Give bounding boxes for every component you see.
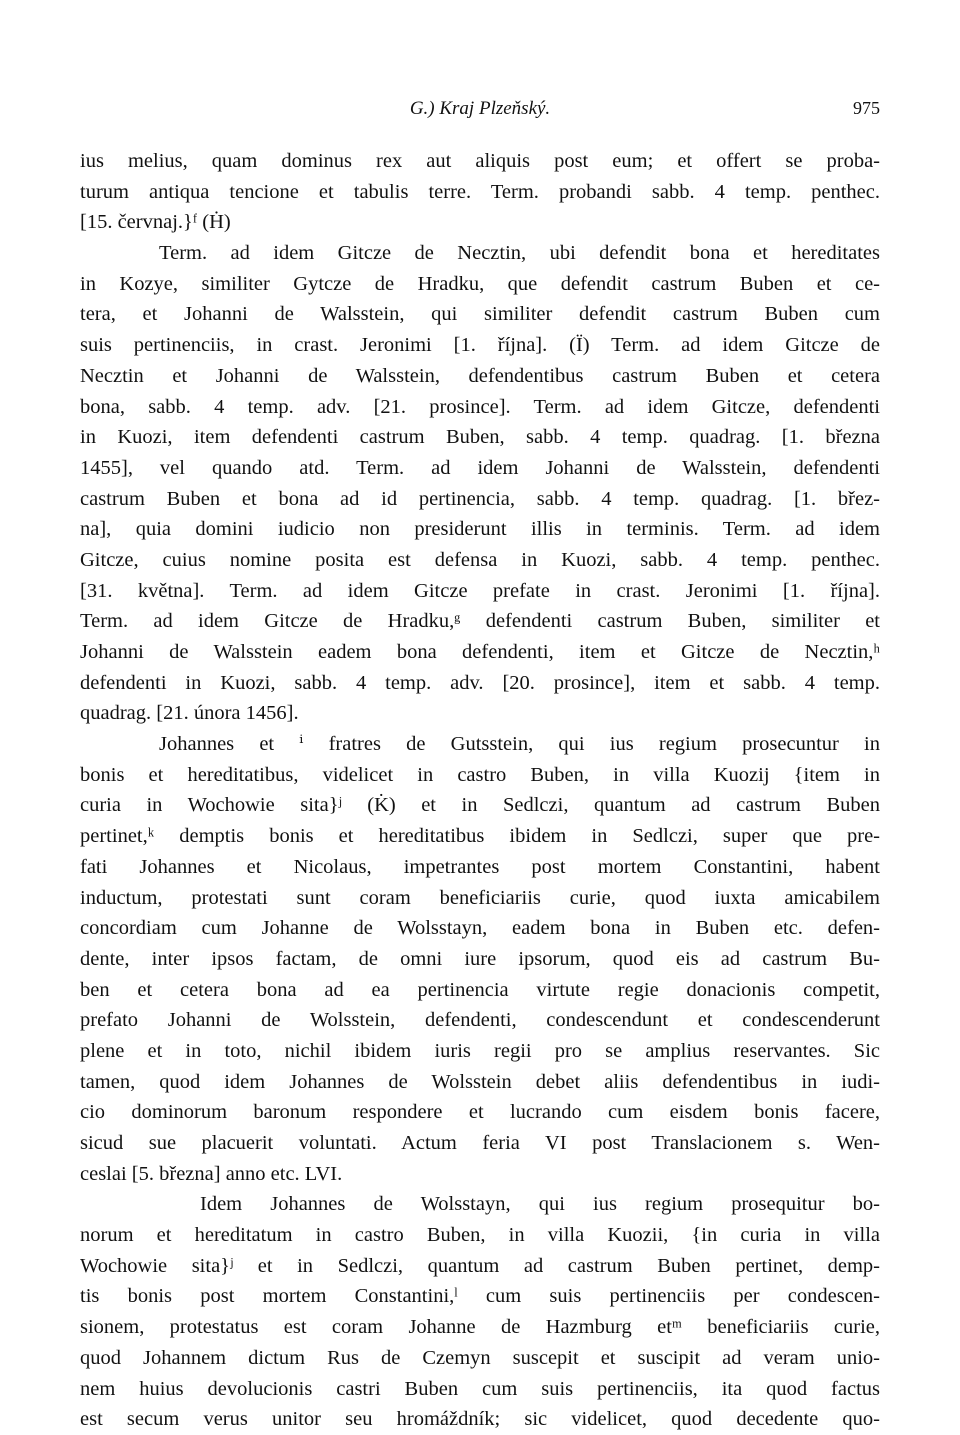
text-line: turum antiqua tencione et tabulis terre. Term. probandi sabb. 4 temp. penthec.	[80, 180, 880, 203]
text-line: Johannes et ⁱ fratres de Gutsstein, qui ius regium prosecuntur in	[159, 733, 880, 756]
text-line: bonis et hereditatibus, videlicet in castro Buben, in villa Kuozij {item in	[80, 763, 880, 786]
text-line: Johanni de Walsstein eadem bona defendenti, item et Gitcze de Necztin,ʰ	[80, 641, 880, 663]
text-line: cio dominorum baronum respondere et lucrando cum eisdem bonis facere,	[80, 1101, 880, 1124]
text-line: tis bonis post mortem Constantini,ˡ cum suis pertinenciis per condescen-	[80, 1285, 880, 1308]
text-line: bona, sabb. 4 temp. adv. [21. prosince]. Term. ad idem Gitcze, defendenti	[80, 395, 880, 418]
text-line: 1455], vel quando atd. Term. ad idem Johanni de Walsstein, defendenti	[80, 456, 880, 479]
body-text	[80, 146, 880, 1435]
text-line: Gitcze, cuius nomine posita est defensa in Kuozi, sabb. 4 temp. penthec.	[80, 548, 880, 571]
text-line: curia in Wochowie sita}ʲ (K̇) et in Sedlczi, quantum ad castrum Buben	[80, 794, 880, 817]
text-line: fati Johannes et Nicolaus, impetrantes post mortem Constantini, habent	[80, 855, 880, 878]
text-line: est secum verus unitor seu hromáždník; sic videlicet, quod decedente quo-	[80, 1408, 880, 1431]
text-line: plene et in toto, nichil ibidem iuris regii pro se amplius reservantes. Sic	[80, 1039, 880, 1062]
text-line: ceslai [5. března] anno etc. LVI.	[80, 1162, 343, 1185]
text-line: na], quia domini iudicio non presiderunt illis in terminis. Term. ad idem	[80, 518, 880, 541]
text-line: norum et hereditatum in castro Buben, in villa Kuozii, {in curia in villa	[80, 1224, 880, 1247]
text-line: suis pertinenciis, in crast. Jeronimi [1. října]. (Ï) Term. ad idem Gitcze de	[80, 334, 880, 357]
text-line: Wochowie sita}ʲ et in Sedlczi, quantum ad castrum Buben pertinet, demp-	[80, 1254, 880, 1277]
text-line: [31. května]. Term. ad idem Gitcze prefate in crast. Jeronimi [1. října].	[80, 579, 880, 602]
text-line: prefato Johanni de Wolsstein, defendenti, condescendunt et condescenderunt	[80, 1009, 880, 1032]
text-line: dente, inter ipsos factam, de omni iure ipsorum, quod eis ad castrum Bu-	[80, 947, 880, 970]
text-line: [15. červnaj.}ᶠ (Ḣ)	[80, 211, 231, 234]
text-line: inductum, protestati sunt coram beneficiariis curie, quod iuxta amicabilem	[80, 886, 880, 909]
text-line: Necztin et Johanni de Walsstein, defendentibus castrum Buben et cetera	[80, 364, 880, 387]
page-number: 975	[853, 98, 880, 118]
text-line: sicud sue placuerit voluntati. Actum feria VI post Translacionem s. Wen-	[80, 1132, 880, 1154]
text-line: Term. ad idem Gitcze de Necztin, ubi defendit bona et hereditates	[159, 242, 880, 265]
header-title: G.) Kraj Plzeňský.	[409, 98, 551, 119]
text-line: castrum Buben et bona ad id pertinencia, sabb. 4 temp. quadrag. [1. břez-	[80, 487, 880, 510]
text-line: sionem, protestatus est coram Johanne de Hazmburg etᵐ beneficiariis curie,	[80, 1316, 880, 1339]
text-line: quadrag. [21. února 1456].	[80, 702, 299, 725]
text-line: tera, et Johanni de Walsstein, qui similiter defendit castrum Buben cum	[80, 303, 880, 326]
text-line: nem huius devolucionis castri Buben cum suis pertinenciis, ita quod factus	[80, 1377, 880, 1400]
text-line: in Kuozi, item defendenti castrum Buben, sabb. 4 temp. quadrag. [1. března	[80, 426, 880, 449]
text-line: pertinet,ᵏ demptis bonis et hereditatibus ibidem in Sedlczi, super que pre-	[80, 825, 880, 848]
text-line: Idem Johannes de Wolsstayn, qui ius regium prosequitur bo-	[200, 1193, 880, 1216]
text-line: quod Johannem dictum Rus de Czemyn suscepit et suscipit ad veram unio-	[80, 1346, 880, 1369]
text-line: concordiam cum Johanne de Wolsstayn, eadem bona in Buben etc. defen-	[80, 917, 880, 940]
text-line: defendenti in Kuozi, sabb. 4 temp. adv. [20. prosince], item et sabb. 4 temp.	[80, 671, 880, 694]
text-line: in Kozye, similiter Gytcze de Hradku, que defendit castrum Buben et ce-	[80, 272, 880, 295]
text-line: tamen, quod idem Johannes de Wolsstein debet aliis defendentibus in iudi-	[80, 1070, 880, 1093]
text-line: ius melius, quam dominus rex aut aliquis post eum; et offert se proba-	[80, 150, 880, 172]
text-line: ben et cetera bona ad ea pertinencia virtute regie donacionis competit,	[80, 978, 880, 1001]
text-line: Term. ad idem Gitcze de Hradku,ᵍ defendenti castrum Buben, similiter et	[80, 610, 880, 633]
running-header	[80, 98, 880, 124]
